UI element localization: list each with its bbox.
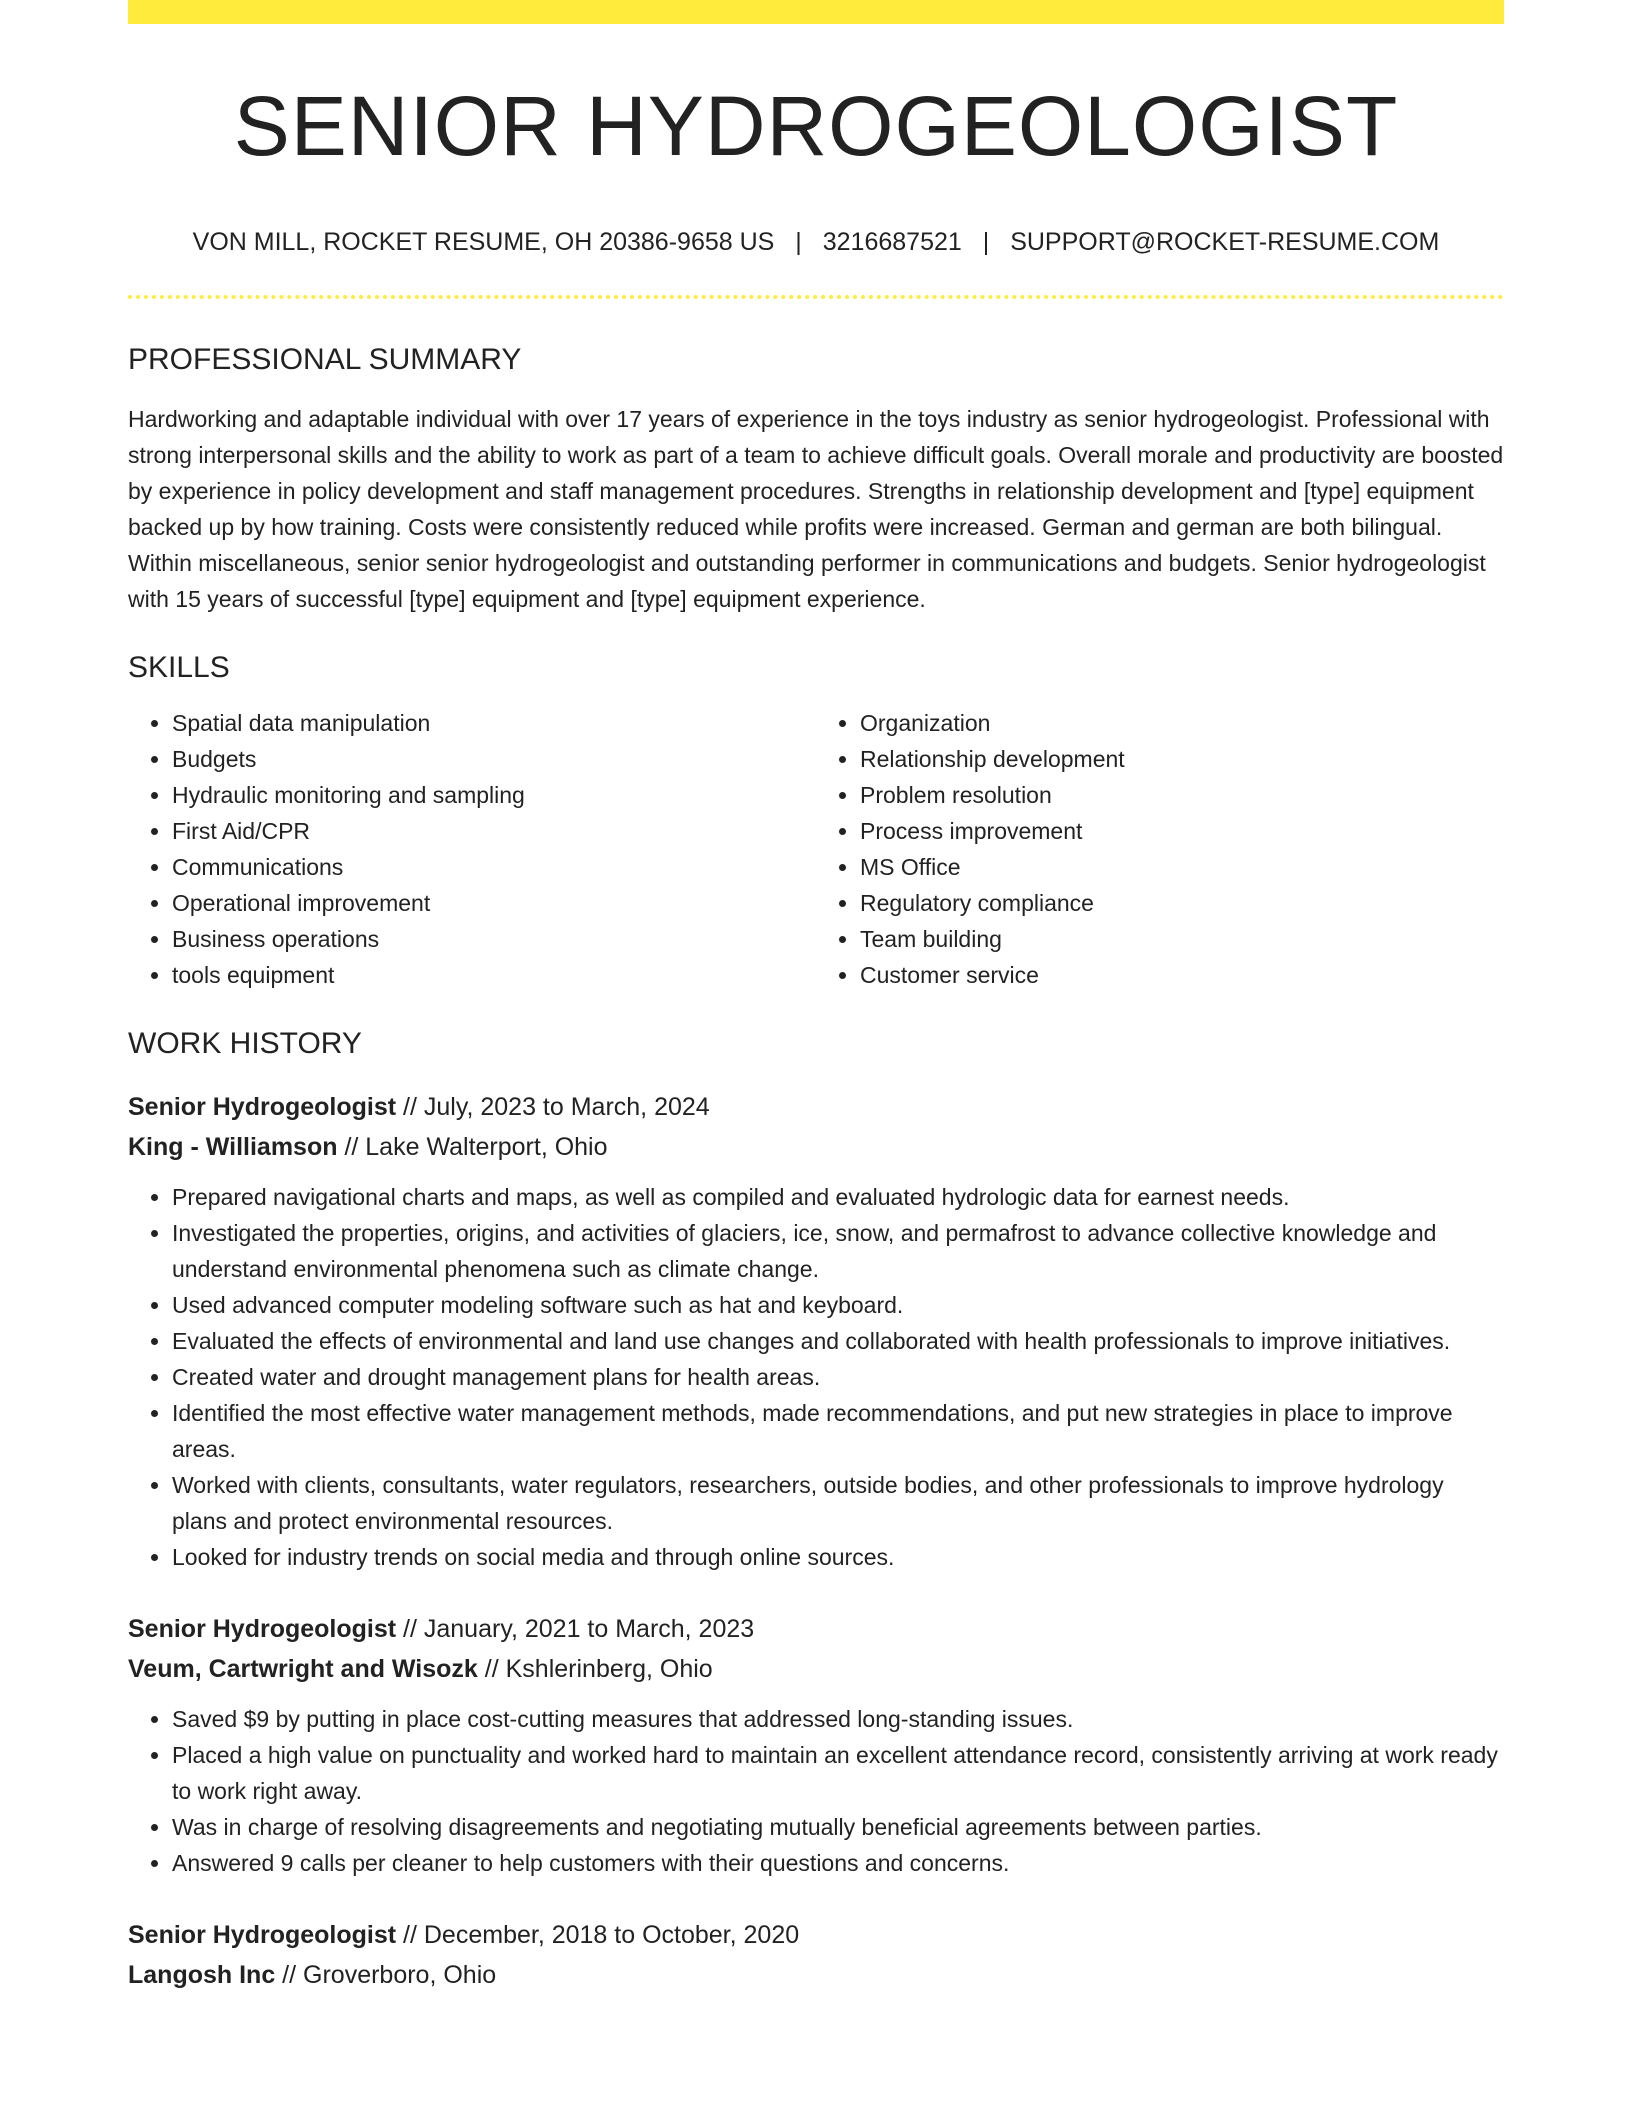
resume-title: SENIOR HYDROGEOLOGIST: [233, 79, 1399, 173]
job-title-line: [128, 1609, 1504, 1649]
skill-item: • Operational improvement: [172, 885, 816, 921]
company-line: [128, 1127, 1504, 1167]
job-bullets: [128, 1179, 1504, 1575]
job-bullet: • Saved $9 by putting in place cost-cutting measures that addressed long-standing issues.: [172, 1701, 1504, 1737]
skills-list: [128, 705, 1504, 993]
job-bullet: • Looked for industry trends on social media and through online sources.: [172, 1539, 1504, 1575]
skill-item: • Business operations: [172, 921, 816, 957]
skill-item: • First Aid/CPR: [172, 813, 816, 849]
skill-item: • Hydraulic monitoring and sampling: [172, 777, 816, 813]
contact-phone: 3216687521: [822, 228, 962, 256]
contact-email: SUPPORT@ROCKET-RESUME.COM: [1010, 228, 1440, 256]
job-bullet: • Placed a high value on punctuality and worked hard to maintain an excellent attendance record, consistently arriving at work ready to work right away.: [172, 1737, 1504, 1809]
skill-item: • tools equipment: [172, 957, 816, 993]
skills-column-left: [128, 705, 816, 993]
skill-item: • MS Office: [860, 849, 1504, 885]
job-bullet: • Was in charge of resolving disagreements and negotiating mutually beneficial agreements between parties.: [172, 1809, 1504, 1845]
skill-item: • Customer service: [860, 957, 1504, 993]
contact-separator: |: [795, 228, 802, 256]
summary-heading: PROFESSIONAL SUMMARY: [128, 343, 522, 376]
skill-item: • Spatial data manipulation: [172, 705, 816, 741]
job-entry: [128, 1915, 1504, 1995]
contact-line: [128, 230, 1504, 255]
skill-item: • Budgets: [172, 741, 816, 777]
job-title-line: [128, 1087, 1504, 1127]
contact-separator: |: [982, 228, 990, 256]
contact-address: VON MILL, ROCKET RESUME, OH 20386-9658 US: [192, 228, 775, 256]
work-history-heading: WORK HISTORY: [128, 1027, 362, 1060]
job-bullets: [128, 1701, 1504, 1881]
job-bullet: • Worked with clients, consultants, water regulators, researchers, outside bodies, and other professionals to improve hydrology plans and protect environmental resources.: [172, 1467, 1504, 1539]
resume-page: [128, 0, 1504, 1995]
skills-heading: SKILLS: [128, 651, 230, 684]
skill-item: • Process improvement: [860, 813, 1504, 849]
job-title: Senior Hydrogeologist: [128, 1093, 397, 1121]
job-bullet: • Investigated the properties, origins, and activities of glaciers, ice, snow, and permafrost to advance collective knowledge and understand environmental phenomena such as climate change.: [172, 1215, 1504, 1287]
skill-item: • Organization: [860, 705, 1504, 741]
job-title-line: [128, 1915, 1504, 1955]
company-location: // Groverboro, Ohio: [275, 1961, 497, 1989]
company-location: // Kshlerinberg, Ohio: [477, 1655, 713, 1683]
company-line: [128, 1649, 1504, 1689]
job-bullet: • Identified the most effective water management methods, made recommendations, and put new strategies in place to improve areas.: [172, 1395, 1504, 1467]
job-entry: [128, 1609, 1504, 1881]
summary-text: Hardworking and adaptable individual with over 17 years of experience in the toys industry as senior hydrogeologist. Professional with strong interpersonal skills and the ability to work as part of a team to achieve difficult goals. Overall morale and productivity are boosted by experience in policy development and staff management procedures. Strengths in relationship development and [type] equipment backed up by how training. Costs were consistently reduced while profits were increased. German and german are both bilingual. Within miscellaneous, senior senior hydrogeologist and outstanding performer in communications and budgets. Senior hydrogeologist with 15 years of successful [type] equipment and [type] equipment experience.: [128, 406, 1504, 612]
job-dates: // July, 2023 to March, 2024: [396, 1093, 710, 1121]
skill-item: • Communications: [172, 849, 816, 885]
job-dates: // January, 2021 to March, 2023: [396, 1615, 755, 1643]
dotted-divider: [128, 295, 1504, 299]
skill-item: • Problem resolution: [860, 777, 1504, 813]
skill-item: • Team building: [860, 921, 1504, 957]
company-name: Veum, Cartwright and Wisozk: [128, 1655, 478, 1683]
skills-column-right: [816, 705, 1504, 993]
skill-item: • Relationship development: [860, 741, 1504, 777]
job-bullet: • Prepared navigational charts and maps, as well as compiled and evaluated hydrologic data for earnest needs.: [172, 1179, 1504, 1215]
company-line: [128, 1955, 1504, 1995]
accent-bar: [128, 0, 1504, 24]
skill-item: • Regulatory compliance: [860, 885, 1504, 921]
job-dates: // December, 2018 to October, 2020: [396, 1921, 800, 1949]
job-bullet: • Answered 9 calls per cleaner to help customers with their questions and concerns.: [172, 1845, 1504, 1881]
job-title: Senior Hydrogeologist: [128, 1921, 397, 1949]
job-bullet: • Created water and drought management plans for health areas.: [172, 1359, 1504, 1395]
job-bullet: • Evaluated the effects of environmental and land use changes and collaborated with health professionals to improve initiatives.: [172, 1323, 1504, 1359]
job-entry: [128, 1087, 1504, 1575]
company-name: Langosh Inc: [128, 1961, 276, 1989]
job-title: Senior Hydrogeologist: [128, 1615, 397, 1643]
company-name: King - Williamson: [128, 1133, 338, 1161]
company-location: // Lake Walterport, Ohio: [337, 1133, 608, 1161]
job-bullet: • Used advanced computer modeling software such as hat and keyboard.: [172, 1287, 1504, 1323]
